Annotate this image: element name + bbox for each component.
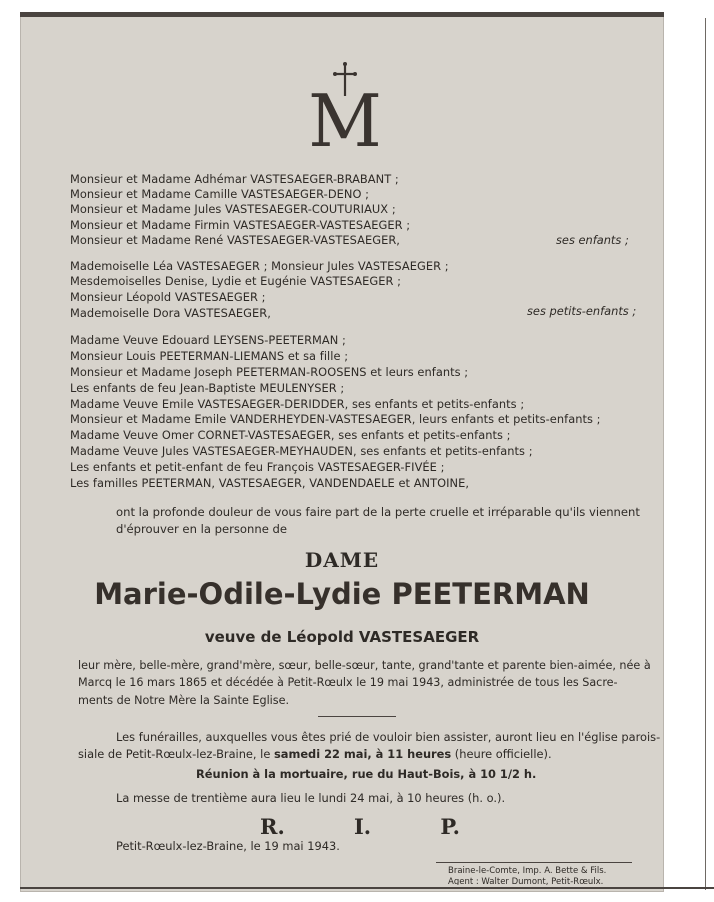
family-line: Monsieur et Madame Camille VASTESAEGER-DENO ;	[70, 187, 370, 201]
funeral-date-time: samedi 22 mai, à 11 heures	[273, 747, 452, 761]
family-line: Monsieur Louis PEETERMAN-LIEMANS et sa fille ;	[70, 349, 349, 363]
printer-line-1: Braine-le-Comte, Imp. A. Bette & Fils.	[448, 866, 607, 876]
funeral-line-1: Les funérailles, auxquelles vous êtes prié de vouloir bien assister, auront lieu en l'église parois-	[116, 730, 661, 744]
monogram-cross-icon	[300, 60, 390, 160]
family-line: Monsieur et Madame Adhémar VASTESAEGER-BRABANT ;	[70, 172, 399, 186]
family-line: Les enfants et petit-enfant de feu François VASTESAEGER-FIVÉE ;	[70, 460, 445, 474]
deceased-name: Marie-Odile-Lydie PEETERMAN	[94, 577, 590, 611]
family-line: Monsieur et Madame Firmin VASTESAEGER-VASTESAEGER ;	[70, 218, 411, 232]
family-line: Monsieur et Madame Jules VASTESAEGER-COUTURIAUX ;	[70, 202, 396, 216]
place-date: Petit-Rœulx-lez-Braine, le 19 mai 1943.	[116, 839, 340, 853]
family-line: Monsieur Léopold VASTESAEGER ;	[70, 290, 266, 304]
family-line: Les familles PEETERMAN, VASTESAEGER, VANDENDAELE et ANTOINE,	[70, 476, 470, 490]
relation-children: ses enfants ;	[556, 233, 629, 247]
family-line: Madame Veuve Edouard LEYSENS-PEETERMAN ;	[70, 333, 346, 347]
meeting-notice: Réunion à la mortuaire, rue du Haut-Bois, à 10 1/2 h.	[196, 767, 537, 781]
funeral-line-2-end: (heure officielle).	[451, 747, 552, 761]
family-line: Madame Veuve Omer CORNET-VASTESAEGER, ses enfants et petits-enfants ;	[70, 428, 511, 442]
family-line: Monsieur et Madame Joseph PEETERMAN-ROOSENS et leurs enfants ;	[70, 365, 469, 379]
right-border	[705, 18, 706, 890]
announcement-line-2: d'éprouver en la personne de	[116, 522, 288, 536]
rip-letter: I.	[353, 814, 372, 839]
family-line: Mesdemoiselles Denise, Lydie et Eugénie VASTESAEGER ;	[70, 274, 401, 288]
deceased-title: DAME	[304, 548, 380, 572]
family-line: Madame Veuve Emile VASTESAEGER-DERIDDER, ses enfants et petits-enfants ;	[70, 397, 525, 411]
family-line: Monsieur et Madame Emile VANDERHEYDEN-VASTESAEGER, leurs enfants et petits-enfants ;	[70, 412, 601, 426]
family-line: Les enfants de feu Jean-Baptiste MEULENYSER ;	[70, 381, 345, 395]
top-border	[20, 12, 664, 17]
funeral-line-2	[78, 746, 552, 762]
bio-line-2: Marcq le 16 mars 1865 et décédée à Petit-Rœulx le 19 mai 1943, administrée de tous les Sacre-	[78, 676, 618, 689]
funeral-line-2-start: siale de Petit-Rœulx-lez-Braine, le	[78, 747, 274, 761]
bio-line-1: leur mère, belle-mère, grand'mère, sœur, belle-sœur, tante, grand'tante et parente bien-aimée, née à	[78, 659, 651, 672]
deceased-widow-of: veuve de Léopold VASTESAEGER	[204, 628, 480, 646]
bottom-border	[20, 887, 714, 889]
family-line: Mademoiselle Dora VASTESAEGER,	[70, 306, 271, 320]
bio-line-3: ments de Notre Mère la Sainte Eglise.	[78, 694, 290, 707]
relation-grandchildren: ses petits-enfants ;	[527, 304, 637, 318]
rip	[260, 814, 460, 839]
family-line: Monsieur et Madame René VASTESAEGER-VASTESAEGER,	[70, 233, 400, 247]
family-line: Mademoiselle Léa VASTESAEGER ; Monsieur Jules VASTESAEGER ;	[70, 259, 449, 273]
family-line: Madame Veuve Jules VASTESAEGER-MEYHAUDEN, ses enfants et petits-enfants ;	[70, 444, 533, 458]
mass-notice: La messe de trentième aura lieu le lundi 24 mai, à 10 heures (h. o.).	[116, 791, 506, 805]
rip-letter: P.	[440, 814, 460, 839]
printer-separator	[436, 862, 632, 863]
monogram-letter: M	[308, 79, 382, 160]
rip-letter: R.	[260, 814, 285, 839]
announcement-line-1: ont la profonde douleur de vous faire part de la perte cruelle et irréparable qu'ils viennent	[116, 505, 640, 519]
separator	[318, 716, 396, 717]
printer-line-2: Agent : Walter Dumont, Petit-Rœulx.	[448, 877, 604, 885]
